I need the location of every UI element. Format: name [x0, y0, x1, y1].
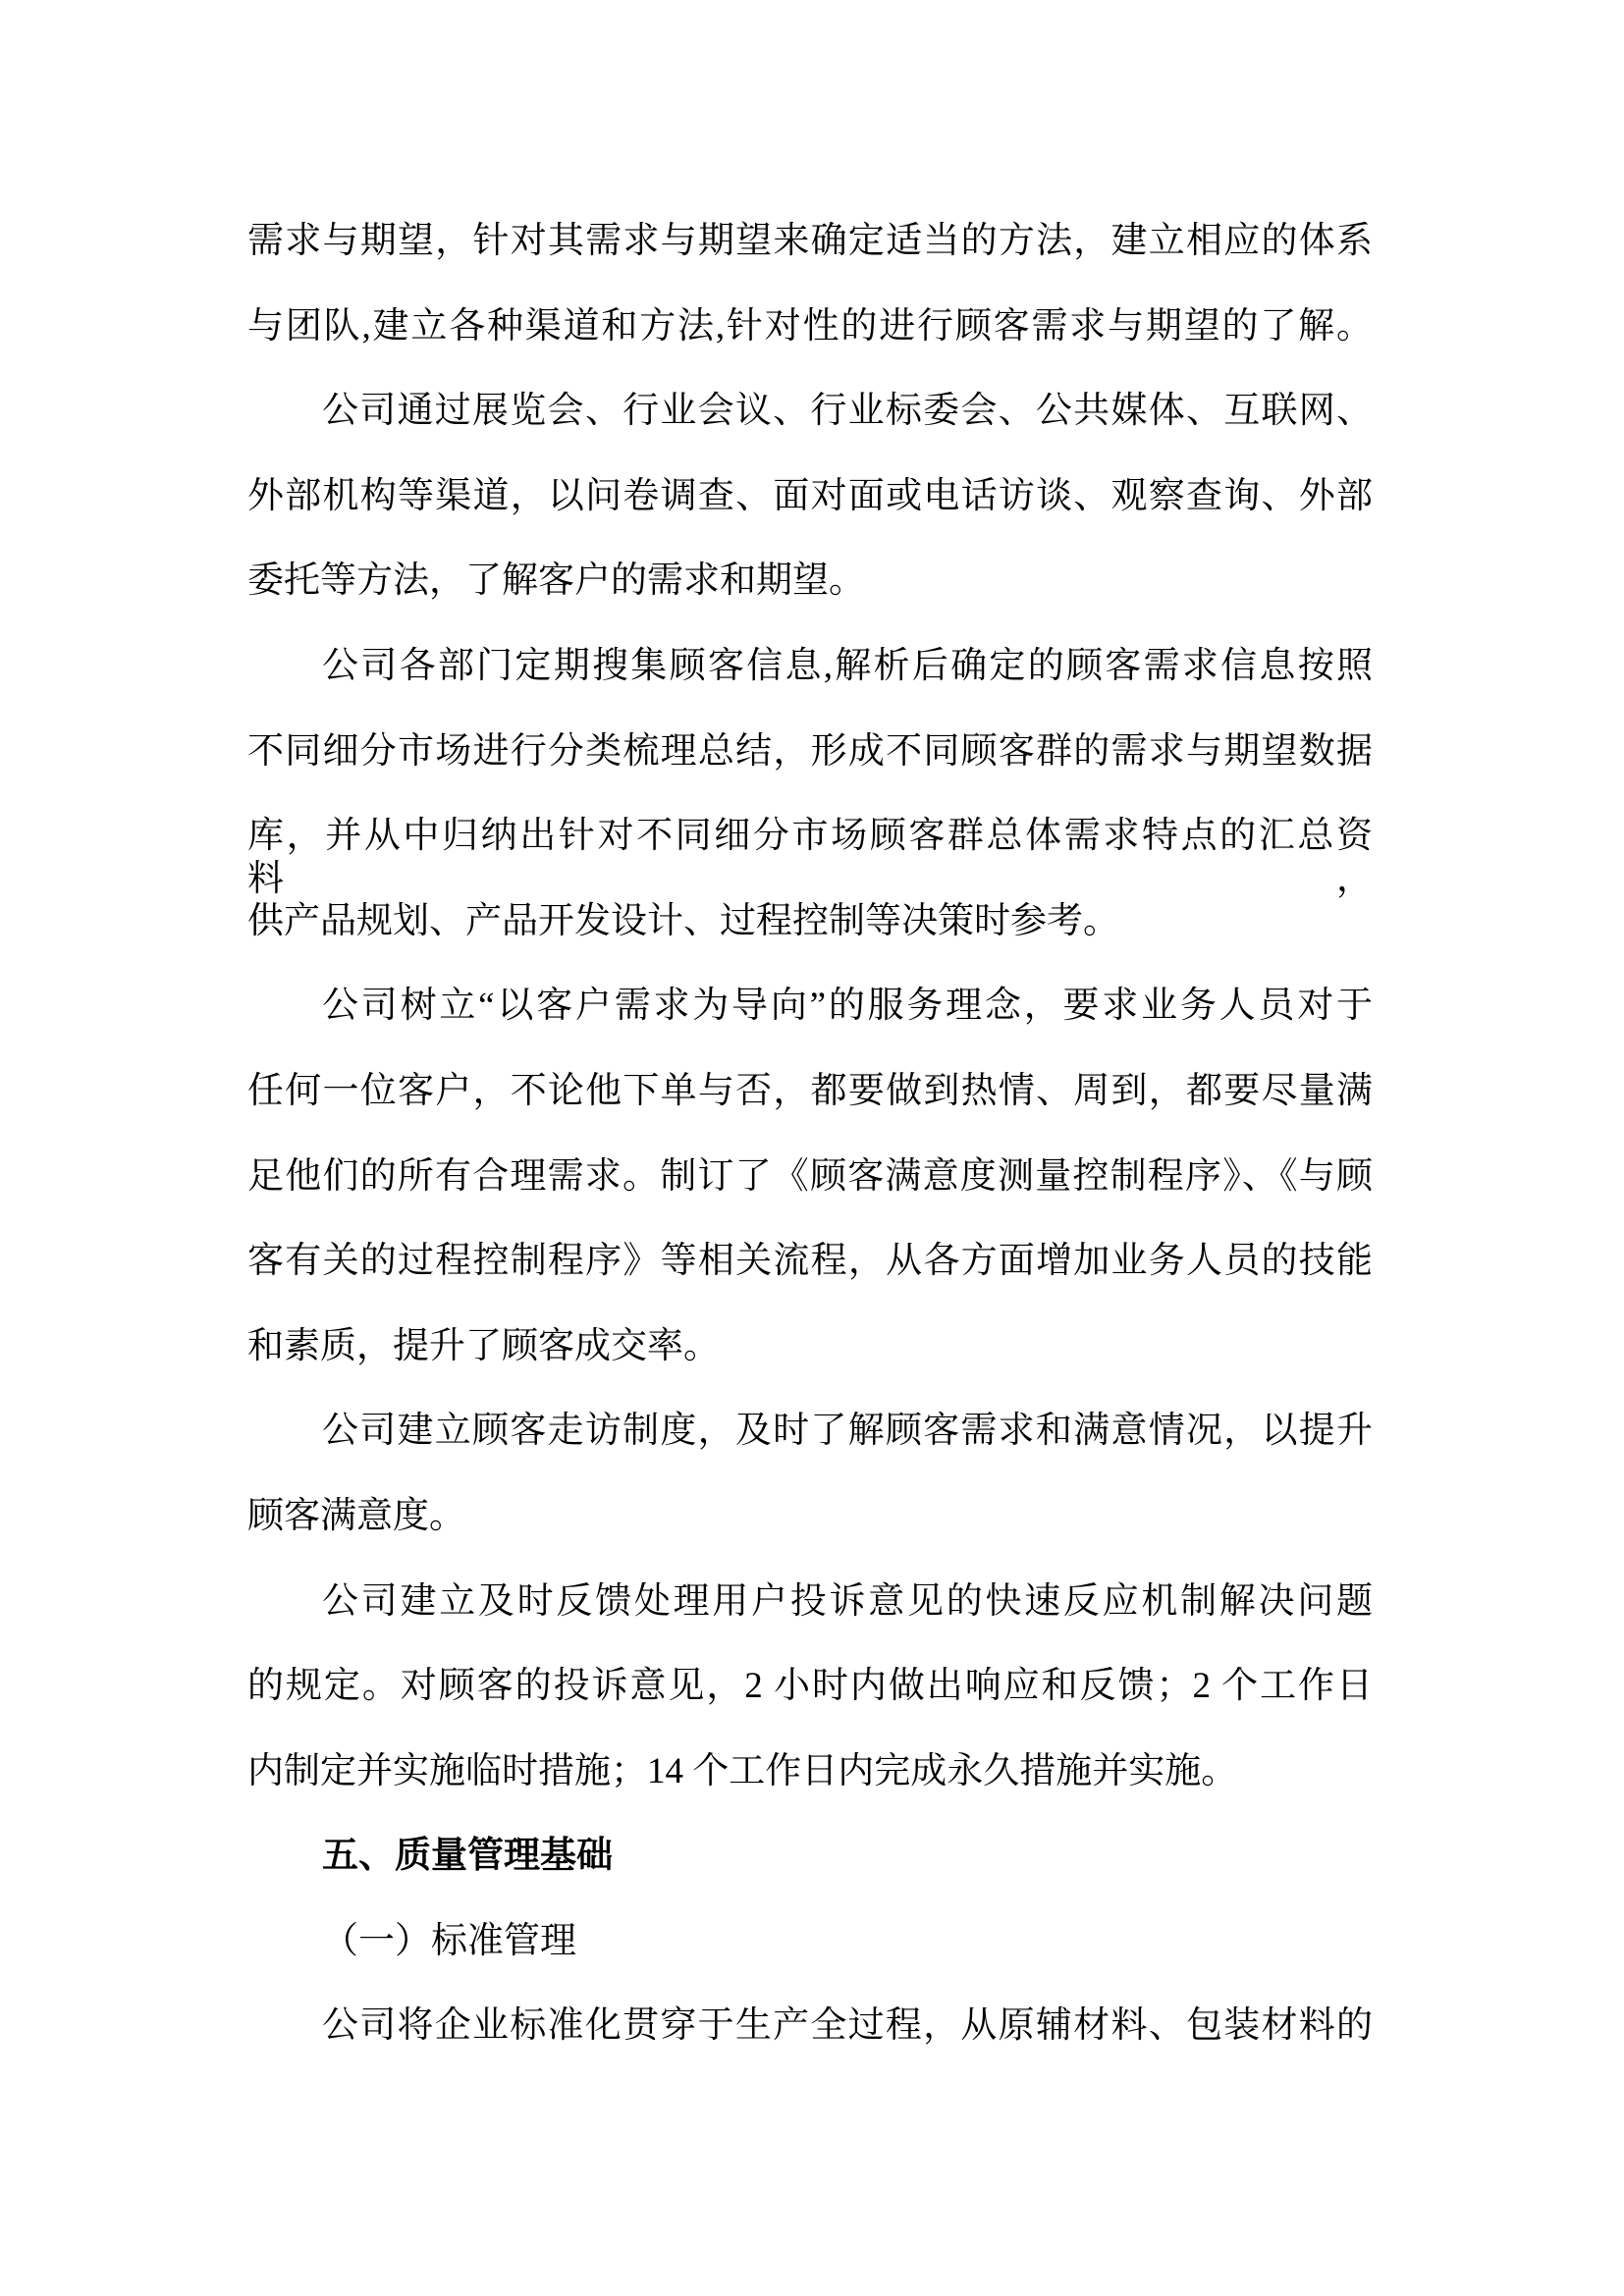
body-line: 需求与期望，针对其需求与期望来确定适当的方法，建立相应的体系	[247, 221, 1373, 261]
body-line: 与团队,建立各种渠道和方法,针对性的进行顾客需求与期望的了解。	[247, 305, 1373, 347]
body-line: 任何一位客户，不论他下单与否，都要做到热情、周到，都要尽量满	[247, 1070, 1373, 1111]
body-line: 和素质，提升了顾客成交率。	[247, 1325, 720, 1366]
body-line: 客有关的过程控制程序》等相关流程，从各方面增加业务人员的技能	[247, 1241, 1373, 1282]
body-line: 库，并从中归纳出针对不同细分市场顾客群总体需求特点的汇总资料，	[247, 816, 1373, 900]
body-line: 不同细分市场进行分类梳理总结，形成不同顾客群的需求与期望数据	[247, 730, 1373, 772]
body-line: 公司树立“以客户需求为导向”的服务理念，要求业务人员对于	[322, 986, 1373, 1027]
body-line: 内制定并实施临时措施；14 个工作日内完成永久措施并实施。	[247, 1750, 1238, 1791]
body-line: 供产品规划、产品开发设计、过程控制等决策时参考。	[247, 900, 1119, 941]
body-line: 公司各部门定期搜集顾客信息,解析后确定的顾客需求信息按照	[322, 645, 1373, 686]
body-line: 公司建立及时反馈处理用户投诉意见的快速反应机制解决问题	[322, 1580, 1373, 1622]
body-line: 公司将企业标准化贯穿于生产全过程，从原辅材料、包装材料的	[322, 2005, 1373, 2047]
body-line: 的规定。对顾客的投诉意见，2 小时内做出响应和反馈；2 个工作日	[247, 1666, 1373, 1707]
body-line: 委托等方法，了解客户的需求和期望。	[247, 561, 865, 602]
body-line: 外部机构等渠道，以问卷调查、面对面或电话访谈、观察查询、外部	[247, 475, 1373, 516]
body-line: 足他们的所有合理需求。制订了《顾客满意度测量控制程序》、《与顾	[247, 1155, 1373, 1197]
subsection-heading: （一）标准管理	[322, 1920, 576, 1961]
body-line: 公司建立顾客走访制度，及时了解顾客需求和满意情况，以提升	[322, 1411, 1373, 1452]
body-line: 公司通过展览会、行业会议、行业标委会、公共媒体、互联网、	[322, 391, 1373, 432]
body-line: 顾客满意度。	[247, 1495, 465, 1536]
section-heading: 五、质量管理基础	[322, 1836, 613, 1877]
document-text-block	[247, 220, 1373, 2090]
